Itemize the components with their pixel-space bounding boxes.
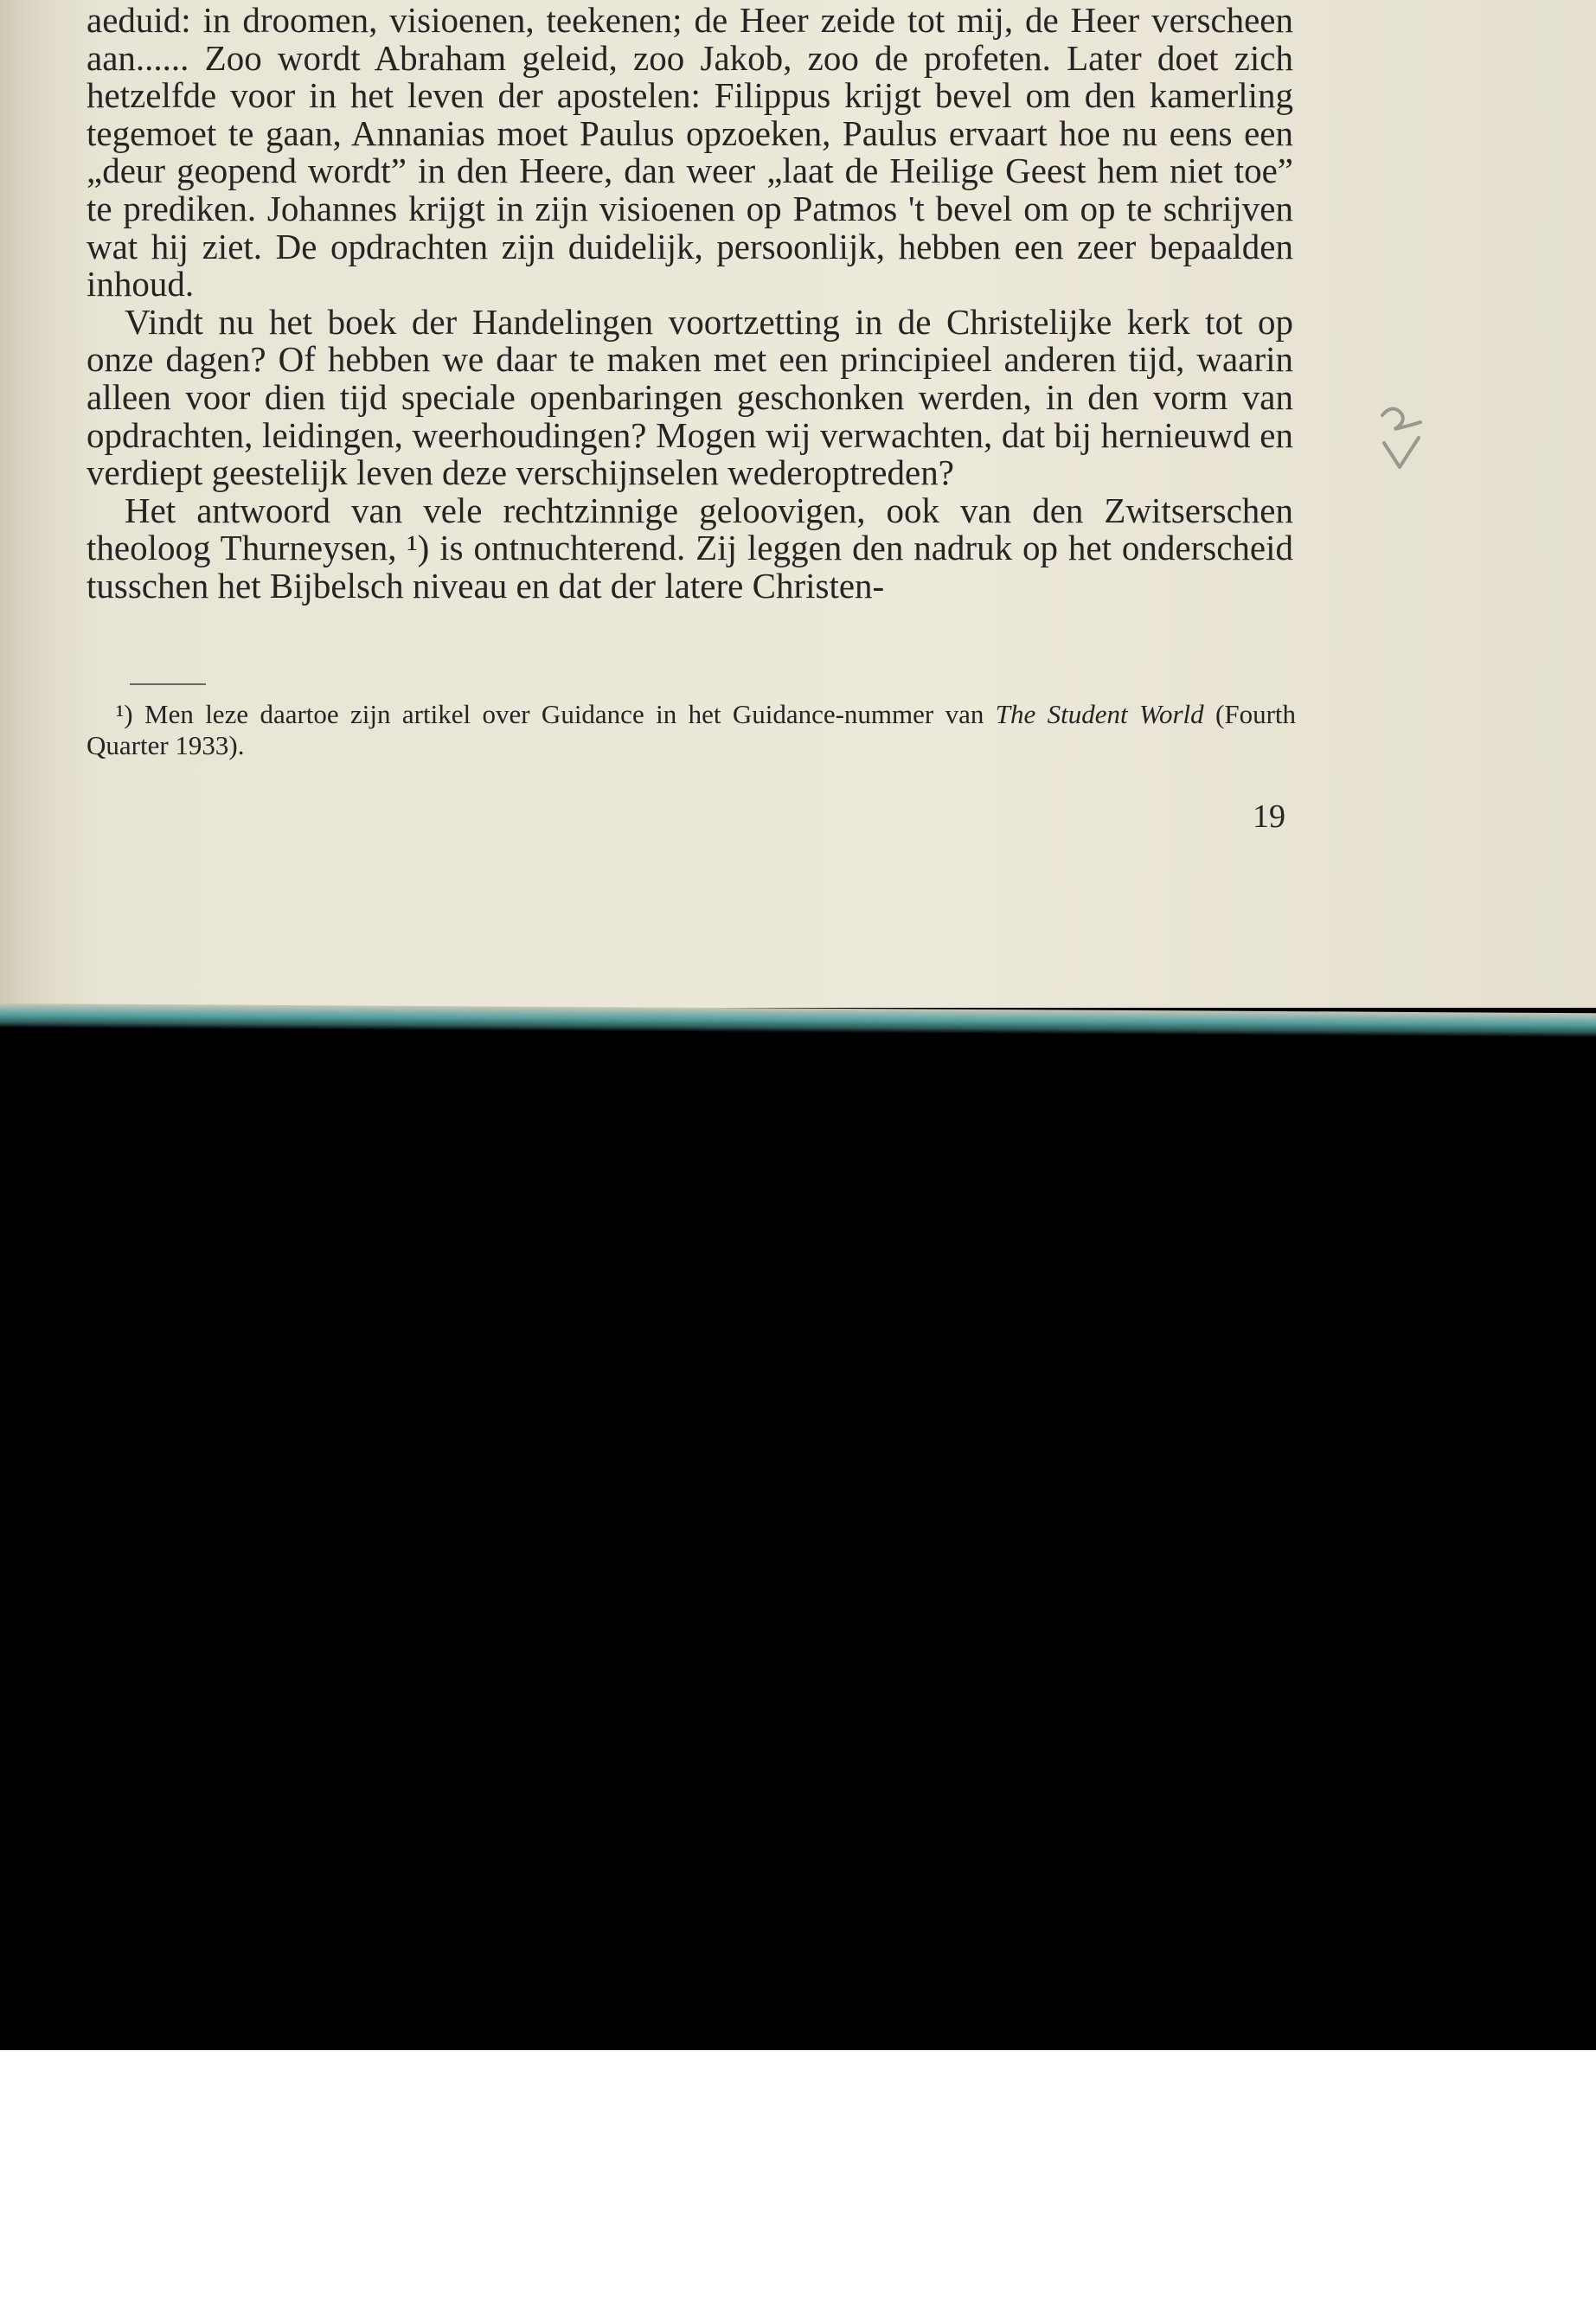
footnote-text: Men leze daartoe zijn artikel over Guidance in het Guidance-nummer van: [144, 699, 984, 729]
paragraph-2: Vindt nu het boek der Handelingen voortzetting in de Christelijke kerk tot op onze dagen? Of hebben we daar te maken met een principieel anderen tijd, waarin alleen voor dien tijd speciale openbaringen geschonken werden, in den vorm van opdrachten, leidingen, weerhoudingen? Mogen wij verwachten, dat bij hernieuwd en verdiept geestelijk leven deze verschijnselen wederoptreden?: [87, 301, 1293, 493]
paragraph-3: Het antwoord van vele rechtzinnige geloovigen, ook van den Zwitserschen theoloog Thurneysen, ¹) is ontnuchterend. Zij leggen den nadruk op het onderscheid tusschen het Bijbelsch niveau en dat der latere Christen-: [87, 490, 1293, 606]
footnote: [87, 699, 1296, 761]
footnote-source: (Fourth Quarter 1933).: [87, 699, 1296, 760]
footnote-title: The Student World: [995, 699, 1204, 729]
page-number: 19: [1253, 798, 1285, 835]
footnote-separator: [130, 683, 206, 685]
body-text: [87, 2, 1293, 606]
footnote-marker: ¹): [116, 699, 133, 729]
paragraph-1: aeduid: in droomen, visioenen, teekenen; de Heer zeide tot mij, de Heer verscheen aan...... Zoo wordt Abraham geleid, zoo Jakob, zoo de profeten. Later doet zich hetzelfde voor in het leven der apostelen: Filippus krijgt bevel om den kamerling tegemoet te gaan, Annanias moet Paulus opzoeken, Paulus ervaart hoe nu eens een „deur geopend wordt” in den Heere, dan weer „laat de Heilige Geest hem niet toe” te prediken. Johannes krijgt in zijn visioenen op Patmos 't bevel om op te schrijven wat hij ziet. De opdrachten zijn duidelijk, persoonlijk, hebben een zeer bepaalden inhoud.: [87, 0, 1293, 304]
book-cover-edge: [0, 1003, 1596, 1037]
book-page: [0, 0, 1596, 1008]
pencil-margin-mark: [1375, 400, 1427, 473]
